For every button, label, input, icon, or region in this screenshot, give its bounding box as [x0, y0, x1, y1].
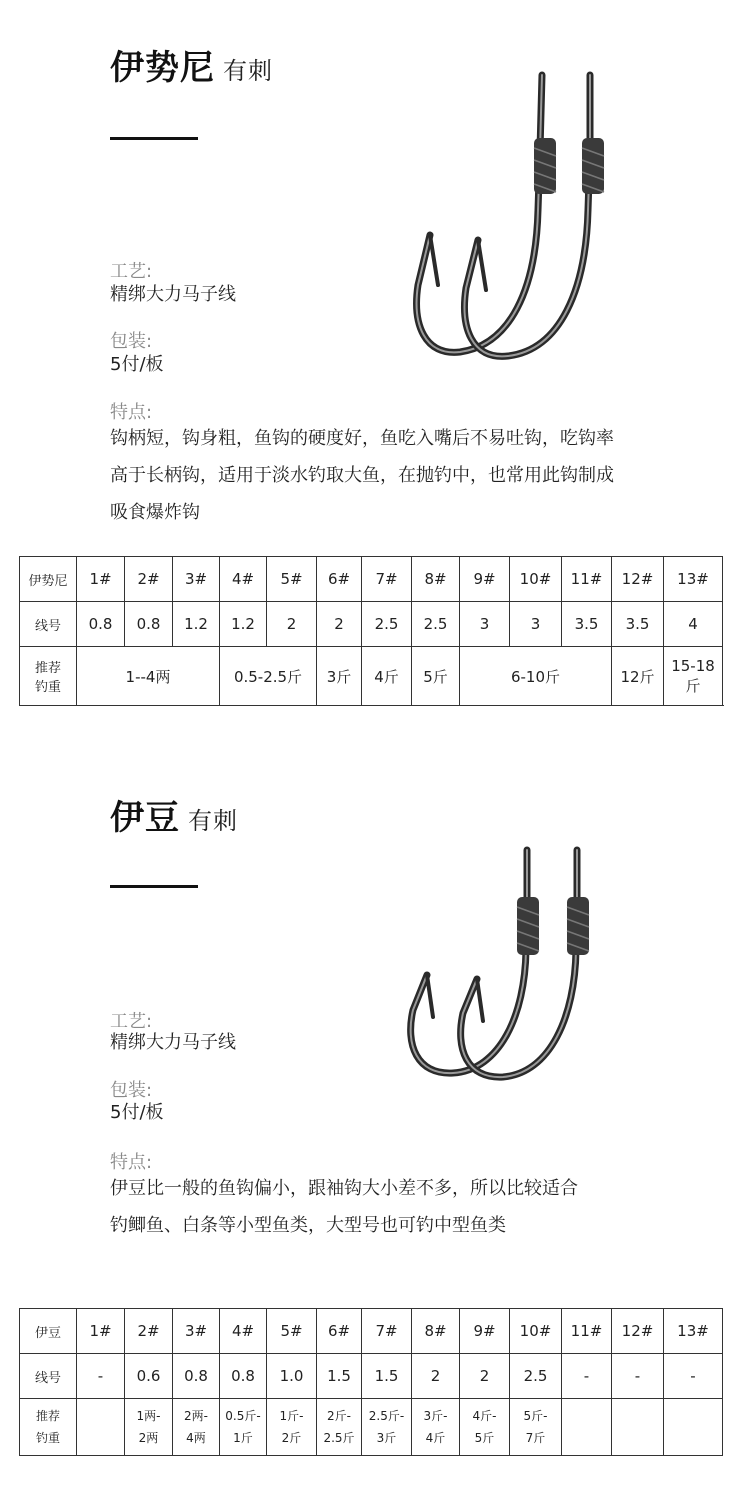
size-cell: 6#: [317, 1309, 362, 1354]
size-cell: 9#: [460, 1309, 510, 1354]
line-cell: 4: [664, 602, 723, 647]
row-head-line: 线号: [20, 1354, 77, 1399]
weight-cell: [562, 1399, 612, 1456]
row-head-weight-a: 推荐: [35, 1409, 60, 1423]
line-cell: -: [77, 1354, 125, 1399]
fishing-hook-image: [400, 70, 630, 370]
size-cell: 13#: [664, 557, 723, 602]
product-subtitle: 有刺: [188, 807, 238, 835]
line-cell: 3.5: [612, 602, 664, 647]
line-cell: -: [562, 1354, 612, 1399]
title-underline: [110, 885, 198, 888]
row-head-model: 伊豆: [20, 1309, 77, 1354]
row-head-line: 线号: [20, 602, 77, 647]
weight-cell: 2两- 4两: [173, 1399, 220, 1456]
size-cell: 7#: [362, 557, 412, 602]
line-cell: 2: [460, 1354, 510, 1399]
size-cell: 10#: [510, 557, 562, 602]
craft-value: 精绑大力马子线: [110, 1032, 236, 1053]
feature-line: 钓鲫鱼、白条等小型鱼类，大型号也可钓中型鱼类: [110, 1215, 506, 1236]
weight-cell: 12斤: [612, 647, 664, 706]
table-row: [20, 1354, 723, 1399]
product-title: 伊豆 有刺: [110, 798, 238, 838]
size-cell: 11#: [562, 557, 612, 602]
weight-cell: 1两- 2两: [125, 1399, 173, 1456]
spec-table: [19, 1308, 723, 1456]
line-cell: -: [612, 1354, 664, 1399]
size-cell: 6#: [317, 557, 362, 602]
feature-label: 特点:: [110, 402, 153, 423]
line-cell: 1.5: [362, 1354, 412, 1399]
row-head-weight: [20, 647, 77, 706]
product-section-ise: [0, 0, 750, 720]
feature-line: 钩柄短，钩身粗，鱼钩的硬度好，鱼吃入嘴后不易吐钩，吃钩率: [110, 428, 614, 449]
feature-line: 伊豆比一般的鱼钩偏小，跟袖钩大小差不多，所以比较适合: [110, 1178, 578, 1199]
table-row: [20, 647, 723, 706]
weight-cell: 5斤: [412, 647, 460, 706]
weight-cell: 4斤- 5斤: [460, 1399, 510, 1456]
weight-cell: 1斤- 2斤: [267, 1399, 317, 1456]
weight-cell: 0.5-2.5斤: [220, 647, 317, 706]
size-cell: 2#: [125, 1309, 173, 1354]
table-row: [20, 1309, 723, 1354]
row-head-weight-a: 推荐: [34, 661, 61, 676]
size-cell: 4#: [220, 557, 267, 602]
pack-label: 包装:: [110, 1080, 153, 1101]
size-cell: 4#: [220, 1309, 267, 1354]
weight-cell: 5斤- 7斤: [510, 1399, 562, 1456]
pack-label: 包装:: [110, 331, 153, 352]
size-cell: 8#: [412, 1309, 460, 1354]
pack-value: 5付/板: [110, 1102, 164, 1123]
weight-cell: 4斤: [362, 647, 412, 706]
size-cell: 7#: [362, 1309, 412, 1354]
line-cell: -: [664, 1354, 723, 1399]
table-row: [20, 1399, 723, 1456]
row-head-weight-b: 钓重: [34, 680, 61, 695]
feature-text: [110, 1170, 690, 1244]
line-cell: 1.5: [317, 1354, 362, 1399]
title-underline: [110, 137, 198, 140]
line-cell: 2: [267, 602, 317, 647]
feature-label: 特点:: [110, 1152, 153, 1173]
weight-cell: 0.5斤- 1斤: [220, 1399, 267, 1456]
weight-cell: [664, 1399, 723, 1456]
size-cell: 12#: [612, 1309, 664, 1354]
craft-label: 工艺:: [110, 261, 153, 282]
line-cell: 2.5: [362, 602, 412, 647]
spec-table: [19, 556, 723, 706]
product-section-izu: [0, 760, 750, 1460]
craft-label: 工艺:: [110, 1011, 153, 1032]
feature-text: [110, 420, 690, 531]
line-cell: 1.2: [173, 602, 220, 647]
size-cell: 12#: [612, 557, 664, 602]
line-cell: 3: [460, 602, 510, 647]
size-cell: 13#: [664, 1309, 723, 1354]
size-cell: 3#: [173, 1309, 220, 1354]
line-cell: 2: [317, 602, 362, 647]
weight-cell: [612, 1399, 664, 1456]
line-cell: 1.0: [267, 1354, 317, 1399]
weight-cell: 1--4两: [77, 647, 220, 706]
size-cell: 5#: [267, 1309, 317, 1354]
size-cell: 2#: [125, 557, 173, 602]
line-cell: 0.8: [220, 1354, 267, 1399]
table-row: [20, 602, 723, 647]
line-cell: 0.8: [77, 602, 125, 647]
weight-cell: 15-18斤: [664, 647, 723, 706]
size-cell: 5#: [267, 557, 317, 602]
size-cell: 8#: [412, 557, 460, 602]
size-cell: 11#: [562, 1309, 612, 1354]
size-cell: 3#: [173, 557, 220, 602]
feature-line: 高于长柄钩，适用于淡水钓取大鱼，在抛钓中，也常用此钩制成: [110, 465, 614, 486]
line-cell: 0.8: [173, 1354, 220, 1399]
line-cell: 2.5: [412, 602, 460, 647]
row-head-weight-b: 钓重: [35, 1431, 60, 1445]
line-cell: 0.6: [125, 1354, 173, 1399]
pack-value: 5付/板: [110, 354, 164, 375]
weight-cell: [77, 1399, 125, 1456]
weight-cell: 2斤- 2.5斤: [317, 1399, 362, 1456]
weight-cell: 2.5斤- 3斤: [362, 1399, 412, 1456]
size-cell: 1#: [77, 557, 125, 602]
size-cell: 10#: [510, 1309, 562, 1354]
row-head-weight: [20, 1399, 77, 1456]
line-cell: 3.5: [562, 602, 612, 647]
craft-value: 精绑大力马子线: [110, 284, 236, 305]
line-cell: 0.8: [125, 602, 173, 647]
line-cell: 3: [510, 602, 562, 647]
weight-cell: 3斤- 4斤: [412, 1399, 460, 1456]
feature-line: 吸食爆炸钩: [110, 502, 200, 523]
size-cell: 9#: [460, 557, 510, 602]
size-cell: 1#: [77, 1309, 125, 1354]
line-cell: 1.2: [220, 602, 267, 647]
table-row: [20, 557, 723, 602]
product-subtitle: 有刺: [223, 57, 273, 85]
product-title: 伊势尼 有刺: [110, 48, 273, 88]
weight-cell: 6-10斤: [460, 647, 612, 706]
weight-cell: 3斤: [317, 647, 362, 706]
line-cell: 2.5: [510, 1354, 562, 1399]
line-cell: 2: [412, 1354, 460, 1399]
fishing-hook-image: [395, 845, 625, 1085]
row-head-model: 伊势尼: [20, 557, 77, 602]
